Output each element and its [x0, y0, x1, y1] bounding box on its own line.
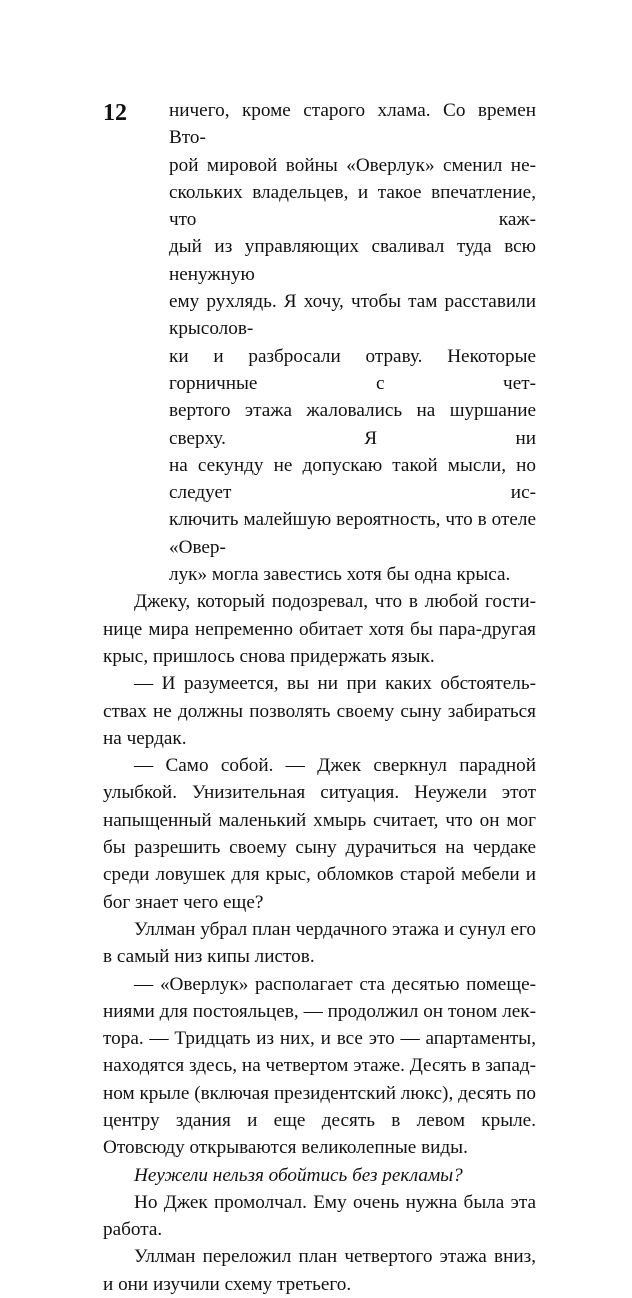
page-number: 12 [103, 100, 127, 126]
text-line: рой мировой войны «Оверлук» сменил не- [169, 154, 536, 176]
text-line: ему рухлядь. Я хочу, чтобы там расставили крысолов- [169, 291, 536, 340]
paragraph: Джеку, который подозревал, что в любой гостинице мира непременно обитает хотя бы пара-другая крыс, пришлось снова придержать язык. [103, 591, 536, 667]
body-text [103, 97, 536, 1298]
paragraph-dialogue: — И разумеется, вы ни при каких обстоятельствах не должны позволять своему сыну забираться на чердак. [103, 673, 536, 749]
text-line: на секунду не допускаю такой мысли, но следует ис- [169, 454, 536, 504]
paragraph-dialogue: — «Оверлук» располагает ста десятью помещениями для постояльцев, — продолжил он тоном лектора. — Тридцать из них, и все это — апартаменты, находятся здесь, на четвертом этаже. Десять в западном крыле (включая президентский люкс), десять по центру здания и еще десять в левом крыле. Отовсюду открываются великолепные виды. [103, 973, 536, 1159]
paragraph: Уллман убрал план чердачного этажа и сунул его в самый низ кипы листов. [103, 918, 536, 968]
paragraph-italic-thought: Неужели нельзя обойтись без рекламы? [134, 1164, 463, 1186]
text-line: вертого этажа жаловались на шуршание сверху. Я ни [169, 400, 536, 449]
text-line: ничего, кроме старого хлама. Со времен Вто- [169, 100, 536, 149]
text-line: скольких владельцев, и такое впечатление, что каж- [169, 181, 536, 231]
paragraph: Уллман переложил план четвертого этажа вниз, и они изучили схему третьего. [103, 1246, 536, 1295]
paragraph-dialogue: — Само собой. — Джек сверкнул парадной улыбкой. Унизительная ситуация. Неужели этот напыщенный маленький хмырь считает, что он мог бы разрешить своему сыну дурачиться на чердаке среди ловушек для крыс, обломков старой мебели и бог знает чего еще? [103, 755, 536, 913]
text-line: ключить малейшую вероятность, что в отеле «Овер- [169, 509, 536, 558]
text-line: лук» могла завестись хотя бы одна крыса. [169, 564, 511, 586]
text-line: дый из управляющих сваливал туда всю ненужную [169, 236, 536, 285]
paragraph-continued [103, 97, 536, 588]
paragraph: Но Джек промолчал. Ему очень нужна была эта работа. [103, 1191, 536, 1241]
text-line: ки и разбросали отраву. Некоторые горничные с чет- [169, 345, 536, 394]
